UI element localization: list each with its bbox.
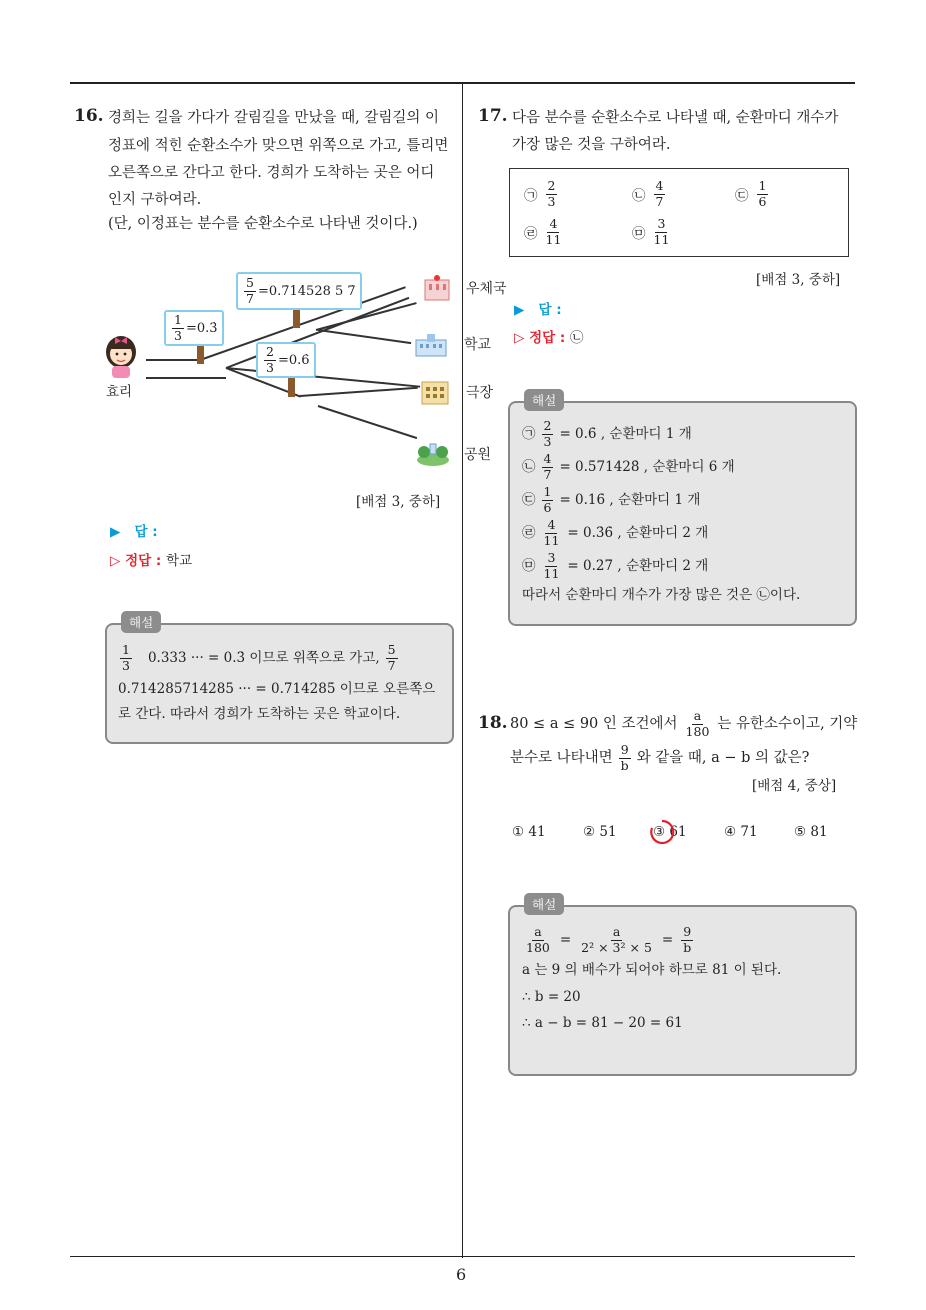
park-icon — [416, 438, 450, 466]
destination-post-office: 우체국 — [466, 281, 507, 297]
q17-solution-conclusion: 따라서 순환마디 개수가 가장 많은 것은 ㉡이다. — [522, 587, 801, 603]
q16-condition: (단, 이정표는 분수를 순환소수로 나타낸 것이다.) — [108, 216, 418, 232]
q17-choice: ㉢ $\frac{1}{6}$ — [735, 178, 767, 209]
q18-number: 18. — [478, 713, 508, 733]
q18-text-line: 분수로 나타내면 $\frac{9}{b}$ 와 같을 때, a − b 의 값은? — [510, 742, 810, 773]
destination-theater: 극장 — [466, 385, 494, 401]
bottom-rule — [70, 1256, 855, 1257]
q16-text-line: 오른쪽으로 간다고 한다. 경희가 도착하는 곳은 어디 — [108, 165, 435, 181]
sign-post — [197, 345, 204, 364]
q17-solution-tag: 해설 — [524, 389, 564, 411]
destination-school: 학교 — [464, 337, 492, 353]
theater-icon — [418, 378, 452, 406]
q17-solution-line: ㉠ $\frac{2}{3}$ = 0.6̇ , 순환마디 1 개 — [522, 418, 692, 449]
q18-score: [배점 4, 중상] — [752, 778, 837, 794]
q17-answer: ▶ 답 : — [514, 302, 562, 318]
triangle-right-icon: ▷ — [514, 330, 525, 346]
q16-text-line: 경희는 길을 가다가 갈림길을 만났을 때, 갈림길의 이 — [108, 110, 440, 126]
sign-1-3: $\frac{1}{3}$ =0.3̇ — [164, 310, 224, 346]
q17-score: [배점 3, 중하] — [756, 272, 841, 288]
q17-solution-line: ㉡ $\frac{4}{7}$ = 0.5̇71428̇ , 순환마디 6 개 — [522, 451, 735, 482]
girl-icon — [102, 334, 140, 380]
sign-2-3: $\frac{2}{3}$ =0.6̇ — [256, 342, 316, 378]
q16-solution-line: 0.714285714285 ··· = 0.7̇14285̇ 이므로 오른쪽으 — [118, 681, 436, 697]
q16-text-line: 정표에 적힌 순환소수가 맞으면 위쪽으로 가고, 틀리면 — [108, 138, 449, 154]
q18-solution-tag: 해설 — [524, 893, 564, 915]
q18-option-1[interactable]: ① 41 — [512, 824, 546, 840]
q17-text-line: 다음 분수를 순환소수로 나타낼 때, 순환마디 개수가 — [512, 110, 839, 126]
q16-solution-line: $\frac{1}{3}$ 0.333 ··· = 0.3̇ 이므로 위쪽으로 가고, $\frac{5}{7}$ — [122, 642, 396, 673]
post-office-icon — [420, 274, 454, 302]
person-label: 효리 — [106, 384, 133, 400]
selected-circle-icon — [648, 818, 676, 846]
q16-solution-line: 로 간다. 따라서 경희가 도착하는 곳은 학교이다. — [118, 706, 401, 722]
q16-number: 16. — [74, 106, 104, 126]
q17-text-line: 가장 많은 것을 구하여라. — [512, 137, 671, 153]
q16-text-line: 인지 구하여라. — [108, 192, 202, 208]
play-icon: ▶ — [110, 524, 121, 540]
q18-text-line: 80 ≤ a ≤ 90 인 조건에서 $\frac{a}{180}$ 는 유한소수이고, 기약 — [510, 708, 858, 739]
sign-post — [288, 378, 295, 397]
q17-solution-line: ㉣ $\frac{4}{11}$ = 0.3̇6̇ , 순환마디 2 개 — [522, 517, 709, 548]
q18-solution-line: ∴ b = 20 — [522, 989, 581, 1005]
play-icon: ▶ — [514, 302, 525, 318]
q18-option-3[interactable]: ③ 61 — [653, 824, 687, 840]
sign-5-7: $\frac{5}{7}$ =0.7̇14528 5 7̇ — [236, 272, 362, 310]
q18-solution-line: a 는 9 의 배수가 되어야 하므로 81 이 된다. — [522, 962, 782, 978]
q16-solution-tag: 해설 — [121, 611, 161, 633]
q17-number: 17. — [478, 106, 508, 126]
sign-post — [293, 309, 300, 328]
q17-solution-line: ㉤ $\frac{3}{11}$ = 0.2̇7̇ , 순환마디 2 개 — [522, 550, 709, 581]
q17-choice: ㉤ $\frac{3}{11}$ — [632, 216, 670, 247]
column-divider — [462, 84, 463, 1258]
triangle-right-icon: ▷ — [110, 553, 121, 569]
q16-score: [배점 3, 중하] — [356, 494, 441, 510]
q16-answer: ▶ 답 : — [110, 524, 158, 540]
q18-solution-line: $\frac{a}{180}$ = $\frac{a}{\text{2² × 3² × 5}}$ = $\frac{9}{b}$ — [526, 924, 692, 955]
q17-choice: ㉠ $\frac{2}{3}$ — [524, 178, 556, 209]
q18-option-2[interactable]: ② 51 — [583, 824, 617, 840]
q17-solution-line: ㉢ $\frac{1}{6}$ = 0.16̇ , 순환마디 1 개 — [522, 484, 701, 515]
q17-correct-answer: ▷ 정답 : ㉡ — [514, 330, 584, 346]
destination-park: 공원 — [464, 447, 492, 463]
school-icon — [414, 330, 448, 358]
q17-choice: ㉣ $\frac{4}{11}$ — [524, 216, 562, 247]
q17-choice: ㉡ $\frac{4}{7}$ — [632, 178, 664, 209]
q18-solution-line: ∴ a − b = 81 − 20 = 61 — [522, 1015, 683, 1031]
q18-option-4[interactable]: ④ 71 — [724, 824, 758, 840]
page-number: 6 — [456, 1265, 467, 1284]
q18-option-5[interactable]: ⑤ 81 — [794, 824, 828, 840]
q16-correct-answer: ▷ 정답 : 학교 — [110, 553, 193, 569]
